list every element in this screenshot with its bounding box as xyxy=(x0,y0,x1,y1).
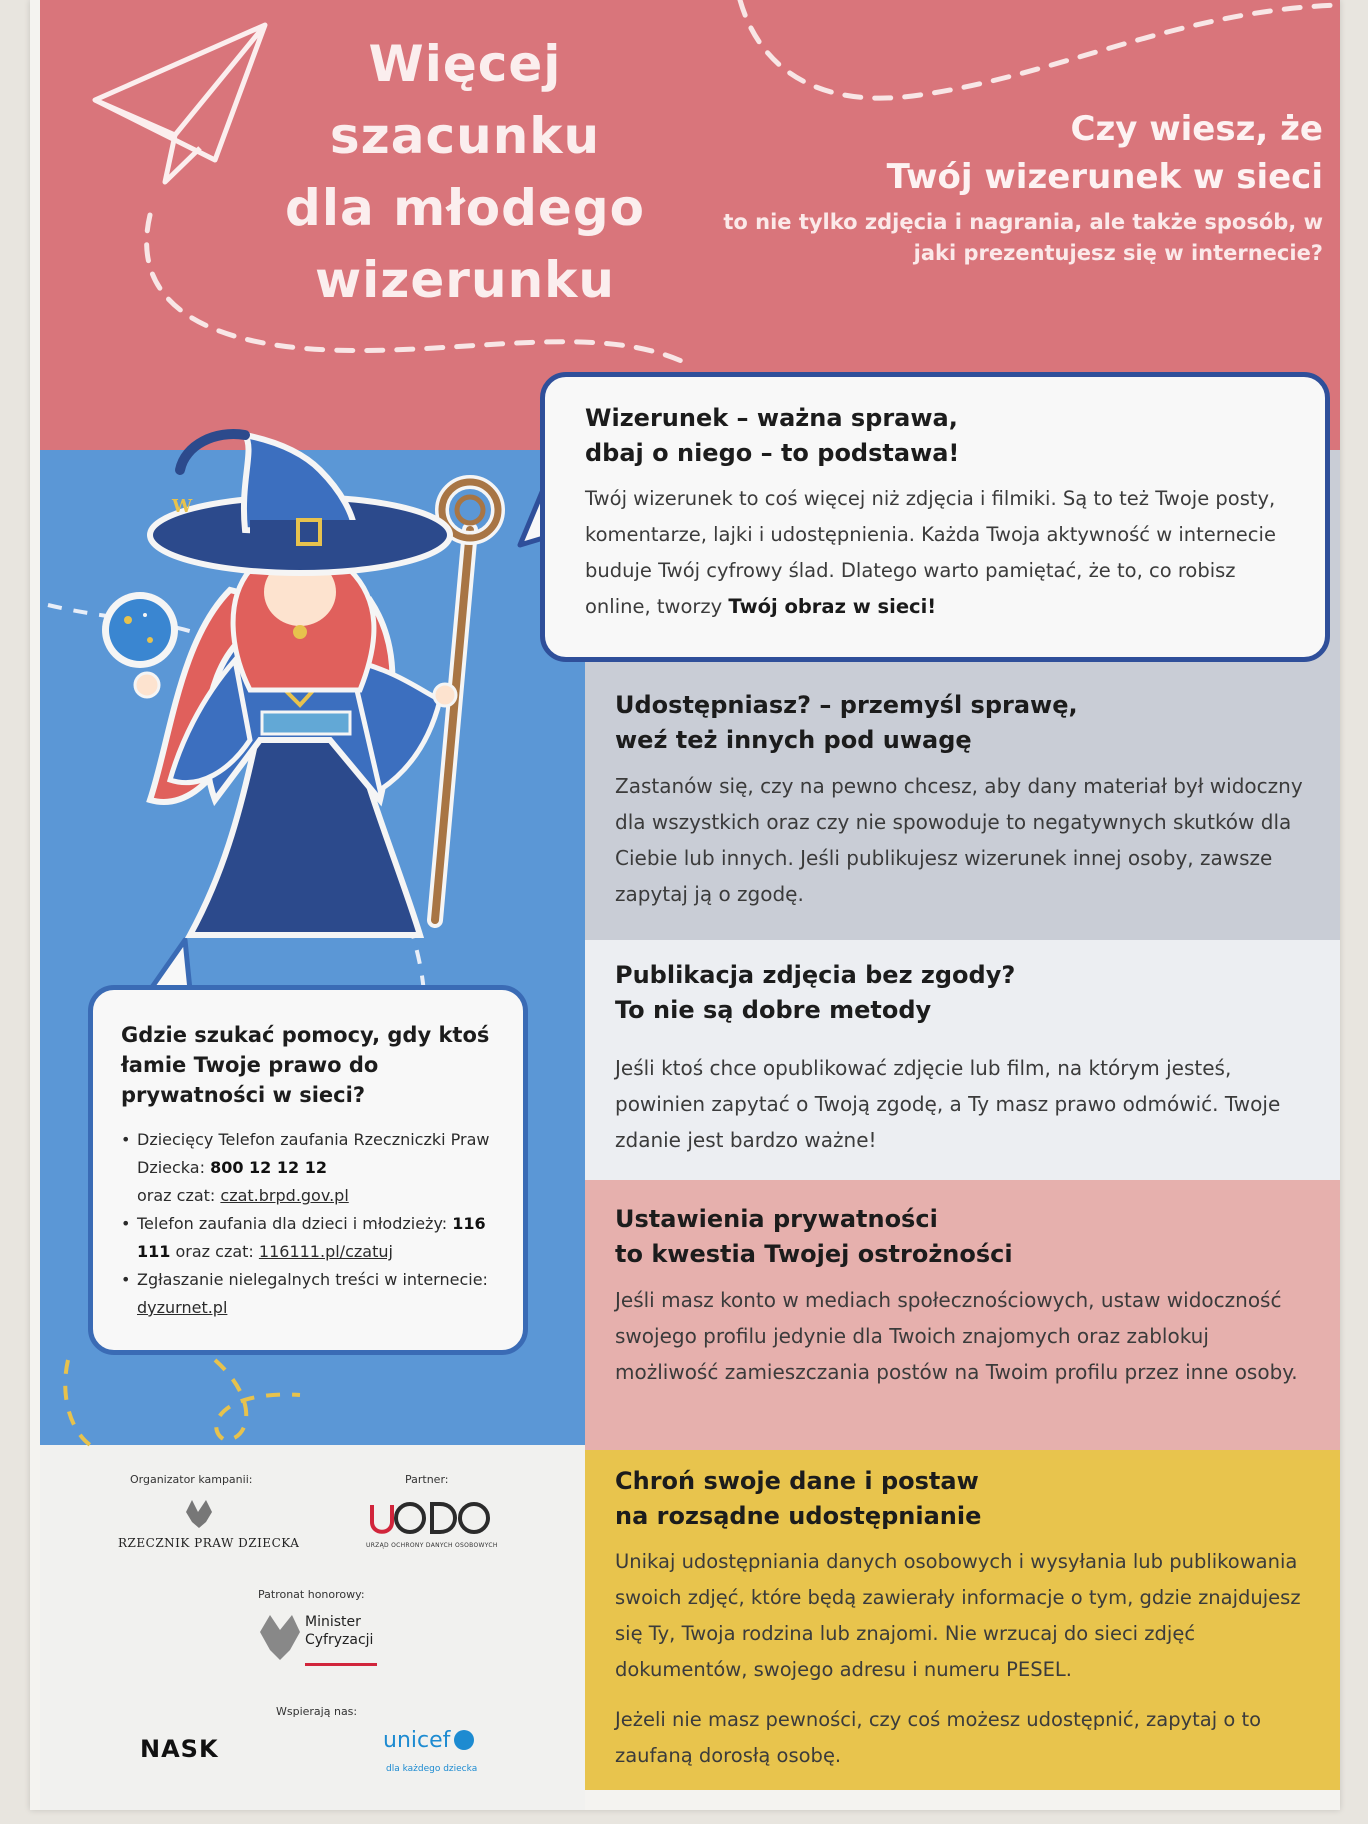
section-chron xyxy=(615,1464,1305,1774)
main-title-line: Więcej xyxy=(368,35,562,93)
section-title-line: dbaj o niego – to podstawa! xyxy=(585,439,960,467)
organizer-label: Organizator kampanii: xyxy=(130,1473,253,1486)
section-udostepniasz xyxy=(615,688,1305,912)
main-title xyxy=(235,28,695,316)
help-item xyxy=(121,1210,501,1266)
section-body: Jeśli masz konto w mediach społecznościowych, ustaw widoczność swojego profilu jedynie dla Twoich znajomych oraz zablokuj możliwość zamieszczania postów na Twoim profilu przez inne osoby. xyxy=(615,1288,1298,1384)
wizard-illustration xyxy=(102,434,498,935)
nask-logo: NASK xyxy=(140,1735,219,1763)
question-line2: Twój wizerunek w sieci xyxy=(886,157,1323,197)
section-body xyxy=(585,481,1285,625)
help-chat-prefix: oraz czat: xyxy=(137,1186,221,1205)
help-chat-link[interactable]: czat.brpd.gov.pl xyxy=(220,1186,349,1205)
section-body-text: Twój wizerunek to coś więcej niż zdjęcia i filmiki. Są to też Twoje posty, komentarze, lajki i udostępnienia. Każda Twoja aktywność w internecie buduje Twój cyfrowy ślad. Dlatego warto pamiętać, że to, co robisz online, tworzy xyxy=(585,487,1276,618)
section-title-line: na rozsądne udostępnianie xyxy=(615,1502,982,1530)
patronage-name xyxy=(305,1613,373,1649)
section-body-2: Jeżeli nie masz pewności, czy coś możesz udostępnić, zapytaj o to zaufaną dorosłą osobę. xyxy=(615,1708,1262,1767)
svg-text:W: W xyxy=(172,496,193,517)
patronage-name-line: Cyfryzacji xyxy=(305,1632,374,1648)
section-title xyxy=(615,1202,1305,1272)
section-title xyxy=(615,1464,1305,1534)
section-publikacja xyxy=(615,958,1305,1158)
question-line1: Czy wiesz, że xyxy=(1070,109,1323,149)
uodo-logo-rest xyxy=(396,1504,488,1532)
question-rest: to nie tylko zdjęcia i nagrania, ale także sposób, w jaki prezentujesz się w internecie? xyxy=(723,210,1323,265)
help-item xyxy=(121,1126,501,1210)
help-phone: 800 12 12 12 xyxy=(210,1158,327,1177)
support-label: Wspierają nas: xyxy=(276,1705,358,1718)
unicef-globe-icon xyxy=(454,1730,474,1750)
section-body: Unikaj udostępniania danych osobowych i wysyłania lub publikowania swoich zdjęć, które będą zawierały informacje o tym, gdzie znajdujesz się Ty, Twoja rodzina lub znajomi. Nie wrzucaj do sieci zdjęć dokumentów, swojego adresu i numeru PESEL. xyxy=(615,1550,1301,1681)
patronage-name-line: Minister xyxy=(305,1614,361,1630)
magic-orb-icon xyxy=(102,592,178,668)
help-item-text: Telefon zaufania dla dzieci i młodzieży: xyxy=(137,1214,453,1233)
section-wizerunek xyxy=(540,372,1330,662)
help-box xyxy=(88,985,528,1355)
partner-sub: URZĄD OCHRONY DANYCH OSOBOWYCH xyxy=(366,1542,498,1549)
section-title-line: weź też innych pod uwagę xyxy=(615,726,972,754)
patronage-label: Patronat honorowy: xyxy=(258,1588,365,1601)
section-title-line: To nie są dobre metody xyxy=(615,996,932,1024)
patronage-underline xyxy=(305,1663,377,1666)
unicef-logo: unicef xyxy=(383,1728,451,1753)
organizer-name: RZECZNIK PRAW DZIECKA xyxy=(118,1536,300,1550)
help-item xyxy=(121,1266,501,1322)
main-title-line: wizerunku xyxy=(314,251,616,309)
unicef-sub: dla każdego dziecka xyxy=(386,1764,478,1774)
help-item-text: Dziecięcy Telefon zaufania Rzeczniczki Praw Dziecka: xyxy=(137,1130,490,1177)
section-body-bold: Twój obraz w sieci! xyxy=(728,595,937,618)
section-title-line: to kwestia Twojej ostrożności xyxy=(615,1240,1013,1268)
help-chat-prefix: oraz czat: xyxy=(170,1242,259,1261)
help-list xyxy=(121,1126,501,1322)
eagle-emblem-icon xyxy=(186,1500,212,1528)
section-title-line: Ustawienia prywatności xyxy=(615,1205,938,1233)
main-title-line: dla młodego xyxy=(285,179,645,237)
header-question xyxy=(703,105,1323,269)
section-title-line: Chroń swoje dane i postaw xyxy=(615,1467,979,1495)
main-title-line: szacunku xyxy=(329,107,601,165)
section-ustawienia xyxy=(615,1202,1305,1390)
section-title xyxy=(615,688,1305,758)
help-phone: 116 111 xyxy=(137,1214,486,1261)
section-body: Jeśli ktoś chce opublikować zdjęcie lub film, na którym jesteś, powinien zapytać o Twoją zgodę, a Ty masz prawo odmówić. Twoje zdanie jest bardzo ważne! xyxy=(615,1056,1281,1152)
bubble-tail-help xyxy=(150,940,190,990)
section-title-line: Wizerunek – ważna sprawa, xyxy=(585,404,958,432)
help-link[interactable]: dyzurnet.pl xyxy=(137,1298,228,1317)
help-title: Gdzie szukać pomocy, gdy ktoś łamie Twoje prawo do prywatności w sieci? xyxy=(121,1023,490,1107)
uodo-logo xyxy=(372,1505,392,1532)
section-title xyxy=(585,401,1285,471)
section-title xyxy=(615,958,1305,1028)
help-item-text: Zgłaszanie nielegalnych treści w internecie: xyxy=(137,1270,488,1289)
section-title-line: Udostępniasz? – przemyśl sprawę, xyxy=(615,691,1078,719)
help-chat-link[interactable]: 116111.pl/czatuj xyxy=(258,1242,393,1261)
partner-label: Partner: xyxy=(405,1473,449,1486)
eagle-emblem-icon xyxy=(260,1615,300,1660)
section-title-line: Publikacja zdjęcia bez zgody? xyxy=(615,961,1016,989)
section-body: Zastanów się, czy na pewno chcesz, aby dany materiał był widoczny dla wszystkich oraz czy nie spowoduje to negatywnych skutków dla Ciebie lub innych. Jeśli publikujesz wizerunek innej osoby, zawsze zapytaj ją o zgodę. xyxy=(615,774,1303,906)
